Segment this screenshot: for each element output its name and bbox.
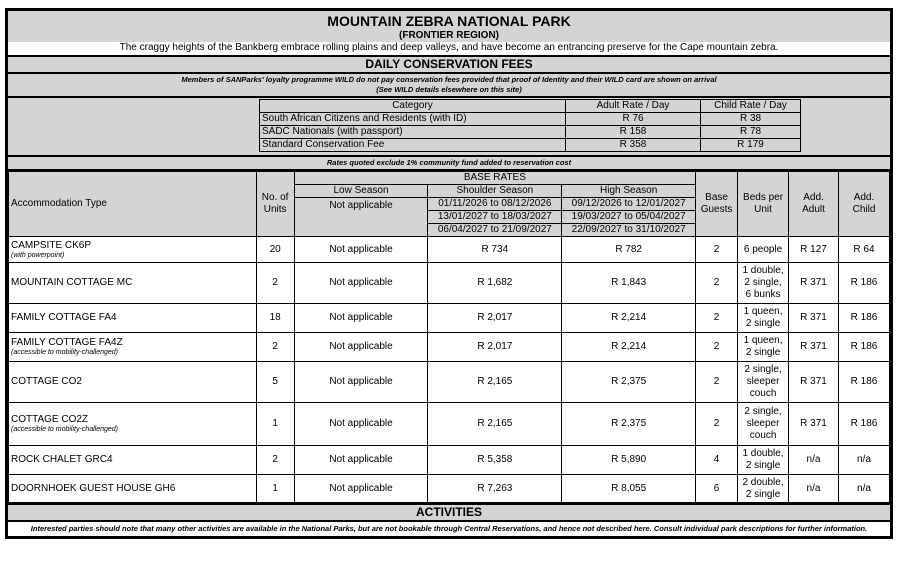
accommodation-name: COTTAGE CO2Z bbox=[11, 414, 89, 425]
beds-line: 2 single bbox=[745, 318, 781, 329]
col-shoulder-season: Shoulder Season bbox=[428, 185, 562, 198]
high-rate: R 782 bbox=[562, 237, 696, 263]
rates-sheet bbox=[5, 8, 893, 539]
wild-note bbox=[8, 74, 890, 98]
accommodation-rows bbox=[9, 237, 890, 503]
accommodation-name: FAMILY COTTAGE FA4 bbox=[11, 312, 117, 323]
fees-child: R 38 bbox=[701, 113, 801, 126]
beds-line: 2 single bbox=[745, 347, 781, 358]
units-value: 1 bbox=[256, 403, 294, 446]
units-value: 2 bbox=[256, 333, 294, 362]
beds-value bbox=[738, 263, 789, 304]
low-season-value: Not applicable bbox=[294, 304, 428, 333]
add-child-value: R 186 bbox=[838, 263, 889, 304]
beds-line: couch bbox=[749, 430, 777, 441]
col-beds: Beds per Unit bbox=[738, 172, 789, 237]
beds-line: 1 double, bbox=[742, 448, 784, 459]
units-value: 1 bbox=[256, 475, 294, 503]
fees-col-category: Category bbox=[260, 100, 566, 113]
shoulder-date: 13/01/2027 to 18/03/2027 bbox=[428, 211, 562, 224]
accommodation-row bbox=[9, 237, 890, 263]
activities-title: ACTIVITIES bbox=[8, 503, 890, 522]
add-adult-value: R 371 bbox=[789, 362, 839, 403]
low-season-value: Not applicable bbox=[294, 198, 428, 237]
fees-category: Standard Conservation Fee bbox=[260, 139, 566, 152]
fees-category: South African Citizens and Residents (with ID) bbox=[260, 113, 566, 126]
base-guests-value: 6 bbox=[696, 475, 738, 503]
accommodation-row bbox=[9, 403, 890, 446]
beds-value bbox=[738, 446, 789, 475]
add-child-value: n/a bbox=[838, 446, 889, 475]
base-guests-value: 4 bbox=[696, 446, 738, 475]
col-high-season: High Season bbox=[562, 185, 696, 198]
shoulder-rate: R 7,263 bbox=[428, 475, 562, 503]
add-child-value: R 186 bbox=[838, 403, 889, 446]
low-season-value: Not applicable bbox=[294, 475, 428, 503]
shoulder-rate: R 2,017 bbox=[428, 333, 562, 362]
add-adult-value: n/a bbox=[789, 446, 839, 475]
fees-row bbox=[260, 113, 801, 126]
accommodation-name-cell bbox=[9, 237, 257, 263]
add-adult-value: n/a bbox=[789, 475, 839, 503]
beds-line: 2 single bbox=[745, 460, 781, 471]
rates-note: Rates quoted exclude 1% community fund added to reservation cost bbox=[8, 157, 890, 171]
park-title: MOUNTAIN ZEBRA NATIONAL PARK bbox=[327, 13, 571, 29]
accommodation-name: FAMILY COTTAGE FA4Z bbox=[11, 337, 123, 348]
beds-line: sleeper bbox=[746, 376, 780, 387]
shoulder-date: 01/11/2026 to 08/12/2026 bbox=[428, 198, 562, 211]
base-guests-value: 2 bbox=[696, 304, 738, 333]
add-adult-value: R 371 bbox=[789, 304, 839, 333]
fees-row bbox=[260, 126, 801, 139]
low-season-value: Not applicable bbox=[294, 403, 428, 446]
units-value: 2 bbox=[256, 446, 294, 475]
low-season-value: Not applicable bbox=[294, 362, 428, 403]
shoulder-rate: R 2,017 bbox=[428, 304, 562, 333]
fees-category: SADC Nationals (with passport) bbox=[260, 126, 566, 139]
add-adult-value: R 127 bbox=[789, 237, 839, 263]
col-base-guests: Base Guests bbox=[696, 172, 738, 237]
high-rate: R 8,055 bbox=[562, 475, 696, 503]
shoulder-rate: R 2,165 bbox=[428, 362, 562, 403]
accommodation-row bbox=[9, 304, 890, 333]
accommodation-name-cell bbox=[9, 304, 257, 333]
accommodation-name: DOORNHOEK GUEST HOUSE GH6 bbox=[11, 482, 176, 494]
add-child-value: R 186 bbox=[838, 362, 889, 403]
beds-value bbox=[738, 403, 789, 446]
col-accommodation-type: Accommodation Type bbox=[9, 172, 257, 237]
shoulder-rate: R 734 bbox=[428, 237, 562, 263]
accommodation-note: (accessible to mobility-challenged) bbox=[11, 426, 118, 433]
conservation-fees-title: DAILY CONSERVATION FEES bbox=[8, 57, 890, 74]
add-child-value: n/a bbox=[838, 475, 889, 503]
high-rate: R 2,375 bbox=[562, 403, 696, 446]
beds-line: sleeper bbox=[746, 418, 780, 429]
fees-col-adult: Adult Rate / Day bbox=[566, 100, 701, 113]
accommodation-row bbox=[9, 446, 890, 475]
base-rates-label: BASE RATES bbox=[294, 172, 695, 185]
accommodation-name: MOUNTAIN COTTAGE MC bbox=[11, 277, 133, 288]
beds-value bbox=[738, 475, 789, 503]
beds-line: 1 queen, bbox=[743, 335, 783, 346]
beds-line: 2 double, bbox=[742, 476, 784, 488]
beds-line: 1 double, bbox=[742, 265, 784, 276]
accommodation-row bbox=[9, 475, 890, 503]
beds-line: 2 single, bbox=[744, 277, 782, 288]
units-value: 20 bbox=[256, 237, 294, 263]
conservation-fees-block bbox=[8, 98, 890, 157]
col-add-child: Add. Child bbox=[838, 172, 889, 237]
shoulder-rate: R 1,682 bbox=[428, 263, 562, 304]
units-value: 5 bbox=[256, 362, 294, 403]
col-add-adult: Add. Adult bbox=[789, 172, 839, 237]
low-season-value: Not applicable bbox=[294, 263, 428, 304]
base-guests-value: 2 bbox=[696, 403, 738, 446]
accommodation-name: ROCK CHALET GRC4 bbox=[11, 454, 113, 465]
low-season-value: Not applicable bbox=[294, 333, 428, 362]
col-units: No. of Units bbox=[256, 172, 294, 237]
base-guests-value: 2 bbox=[696, 263, 738, 304]
high-rate: R 2,214 bbox=[562, 333, 696, 362]
beds-line: 2 single bbox=[745, 488, 781, 500]
beds-line: 2 single, bbox=[744, 406, 782, 417]
accommodation-name-cell bbox=[9, 333, 257, 362]
accommodation-name-cell bbox=[9, 362, 257, 403]
units-value: 18 bbox=[256, 304, 294, 333]
accommodation-name-cell bbox=[9, 403, 257, 446]
beds-line: 6 bunks bbox=[745, 289, 781, 300]
add-adult-value: R 371 bbox=[789, 403, 839, 446]
accommodation-row bbox=[9, 333, 890, 362]
col-low-season: Low Season bbox=[294, 185, 428, 198]
beds-value bbox=[738, 362, 789, 403]
fees-adult: R 358 bbox=[566, 139, 701, 152]
wild-note-line2: (See WILD details elsewhere on this site) bbox=[376, 85, 522, 94]
beds-line: couch bbox=[749, 388, 777, 399]
wild-note-line1: Members of SANParks' loyalty programme WILD do not pay conservation fees provided that proof of Identity and their WILD card are shown on arrival bbox=[181, 75, 717, 84]
accommodation-name-cell bbox=[9, 475, 257, 503]
park-description: The craggy heights of the Bankberg embrace rolling plains and deep valleys, and have become an entrancing preserve for the Cape mountain zebra. bbox=[8, 42, 890, 55]
shoulder-rate: R 2,165 bbox=[428, 403, 562, 446]
fees-adult: R 76 bbox=[566, 113, 701, 126]
beds-value bbox=[738, 237, 789, 263]
accommodation-row bbox=[9, 362, 890, 403]
units-value: 2 bbox=[256, 263, 294, 304]
high-rate: R 2,214 bbox=[562, 304, 696, 333]
fees-child: R 179 bbox=[701, 139, 801, 152]
base-guests-value: 2 bbox=[696, 333, 738, 362]
add-adult-value: R 371 bbox=[789, 333, 839, 362]
accommodation-note: (with powerpoint) bbox=[11, 251, 65, 259]
fees-row bbox=[260, 139, 801, 152]
accommodation-note: (accessible to mobility-challenged) bbox=[11, 349, 118, 356]
shoulder-date: 06/04/2027 to 21/09/2027 bbox=[428, 224, 562, 237]
add-child-value: R 186 bbox=[838, 333, 889, 362]
low-season-value: Not applicable bbox=[294, 237, 428, 263]
beds-line: 1 queen, bbox=[743, 306, 783, 317]
fees-header-row bbox=[260, 100, 801, 113]
high-date: 22/09/2027 to 31/10/2027 bbox=[562, 224, 696, 237]
park-header bbox=[8, 11, 890, 57]
base-guests-value: 2 bbox=[696, 362, 738, 403]
activities-note: Interested parties should note that many other activities are available in the National Parks, but are not bookable through Central Reservations, and hence not described here. Consult individual park descriptions for further information. bbox=[8, 522, 890, 536]
beds-line: 6 people bbox=[743, 243, 783, 255]
beds-value bbox=[738, 333, 789, 362]
add-adult-value: R 371 bbox=[789, 263, 839, 304]
conservation-fees-table bbox=[259, 99, 801, 152]
accommodation-table bbox=[8, 171, 890, 503]
add-child-value: R 64 bbox=[838, 237, 889, 263]
high-rate: R 1,843 bbox=[562, 263, 696, 304]
fees-child: R 78 bbox=[701, 126, 801, 139]
fees-col-child: Child Rate / Day bbox=[701, 100, 801, 113]
park-region: (FRONTIER REGION) bbox=[399, 30, 499, 41]
low-season-value: Not applicable bbox=[294, 446, 428, 475]
high-rate: R 2,375 bbox=[562, 362, 696, 403]
beds-value bbox=[738, 304, 789, 333]
accommodation-name-cell bbox=[9, 446, 257, 475]
accommodation-row bbox=[9, 263, 890, 304]
shoulder-rate: R 5,358 bbox=[428, 446, 562, 475]
high-date: 19/03/2027 to 05/04/2027 bbox=[562, 211, 696, 224]
high-rate: R 5,890 bbox=[562, 446, 696, 475]
high-date: 09/12/2026 to 12/01/2027 bbox=[562, 198, 696, 211]
fees-adult: R 158 bbox=[566, 126, 701, 139]
add-child-value: R 186 bbox=[838, 304, 889, 333]
base-guests-value: 2 bbox=[696, 237, 738, 263]
accommodation-name-cell bbox=[9, 263, 257, 304]
beds-line: 2 single, bbox=[744, 364, 782, 375]
accommodation-name: CAMPSITE CK6P bbox=[11, 239, 92, 251]
accommodation-header-row bbox=[9, 172, 890, 185]
accommodation-name: COTTAGE CO2 bbox=[11, 376, 82, 387]
